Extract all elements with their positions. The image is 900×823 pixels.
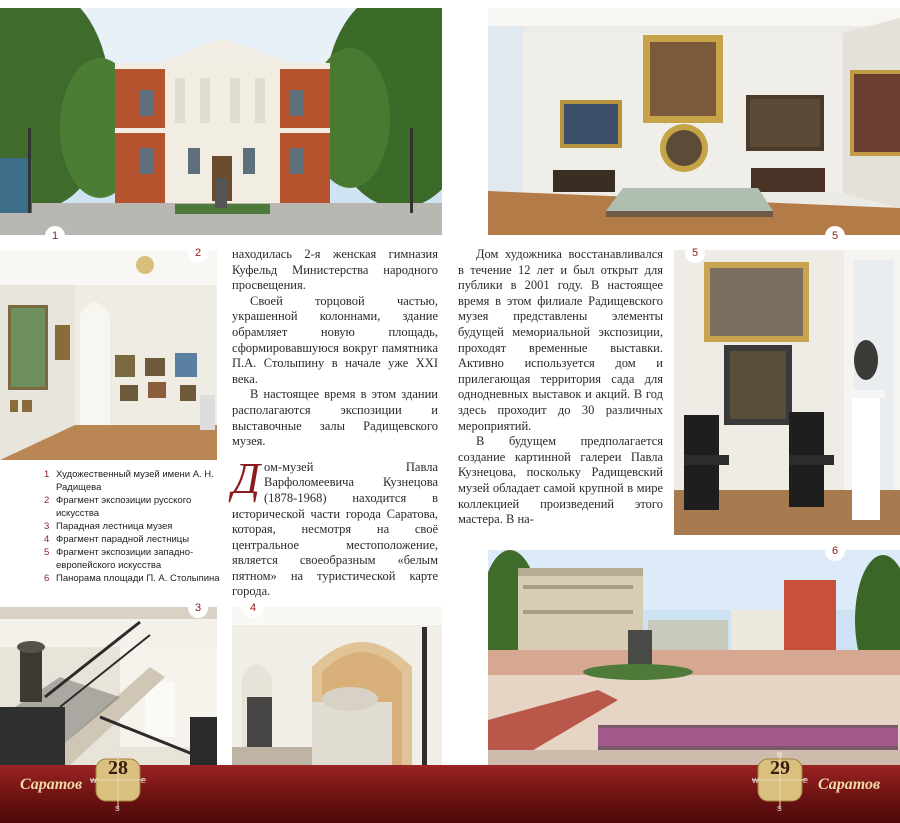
photo-badge-1: 1 <box>45 226 65 246</box>
compass-rose-left-icon <box>90 749 146 811</box>
photo-grand-staircase <box>0 607 217 765</box>
footer-left <box>0 752 450 823</box>
memorial-interior-image <box>674 250 900 535</box>
caption-text: Фрагмент экспозиции русского искусства <box>56 495 192 519</box>
caption-text: Художественный музей имени А. Н. Радищева <box>56 469 214 493</box>
left-paragraph-4 <box>232 453 438 600</box>
stolypin-square-image <box>488 550 900 765</box>
compass-south: S <box>115 806 120 811</box>
caption-item <box>44 494 224 520</box>
gallery-interior-image <box>0 250 217 460</box>
photo-stolypin-square <box>488 550 900 765</box>
caption-item <box>44 520 224 533</box>
caption-text: Парадная лестница музея <box>56 521 173 532</box>
footer-city-left: Саратов <box>20 776 83 793</box>
caption-item <box>44 533 224 546</box>
footer-city-right: Саратов <box>818 776 881 793</box>
drop-cap: Д <box>232 453 260 503</box>
grand-staircase-image <box>0 607 217 765</box>
photo-memorial-interior <box>674 250 900 535</box>
photo-badge-5-top: 5 <box>825 226 845 246</box>
caption-item <box>44 468 224 494</box>
caption-number: 4 <box>44 534 50 545</box>
photo-captions <box>44 468 224 585</box>
compass-rose-right-icon <box>752 749 808 811</box>
photo-badge-4: 4 <box>243 598 263 618</box>
caption-text: Фрагмент парадной лестницы <box>56 534 190 545</box>
photo-western-art-hall <box>488 8 900 235</box>
left-paragraph-3: В настоящее время в этом здании располагаются экспозиции и выставочные залы Радищевского музея. <box>232 387 438 449</box>
left-paragraph-2: Своей торцовой частью, украшенной колоннами, здание обрамляет новую площадь, сформировавшуюся вокруг памятника П.А. Столыпину в начале уже XXI века. <box>232 293 438 386</box>
page-left <box>0 0 449 823</box>
photo-museum-building <box>0 8 442 235</box>
right-paragraph-1: Дом художника восстанавливался в течение 12 лет и был открыт для публики в 2001 году. В настоящее время в этом филиале Радищевского музея представлены элементы будущей мемориальной экспозиции, проходят временные выставки. Активно используется дом и прилегающая территория сада для однодневных выставок и акций. В год здесь проходит до 30 различных мероприятий. <box>458 247 663 433</box>
photo-badge-3: 3 <box>188 598 208 618</box>
left-paragraph-4-text: ом-музей Павла Варфоломеевича Кузнецова (1878-1968) находится в исторической части города Саратова, которая, несмотря на своё центральное местоположение, является своеобразным «белым пятном» на туристической карте города. <box>232 459 438 599</box>
western-art-hall-image <box>488 8 900 235</box>
compass-west: W <box>90 778 97 785</box>
compass-west: W <box>752 778 759 785</box>
left-paragraph-1: находилась 2-я женская гимназия Куфельд Министерства народного просвещения. <box>232 247 438 293</box>
caption-item <box>44 572 224 585</box>
left-text-column <box>232 247 438 600</box>
photo-badge-6: 6 <box>825 541 845 561</box>
caption-item <box>44 546 224 572</box>
footer-right <box>450 752 900 823</box>
staircase-fragment-image <box>232 607 442 765</box>
caption-number: 1 <box>44 469 50 480</box>
caption-text: Фрагмент экспозиции западно-европейского искусства <box>56 547 194 571</box>
compass-north: N <box>115 752 121 759</box>
caption-text: Панорама площади П. А. Столыпина <box>56 573 220 584</box>
museum-building-image <box>0 8 442 235</box>
right-text-column <box>458 247 663 528</box>
right-paragraph-2: В будущем предполагается создание картинной галереи Павла Кузнецова, поскольку Радищевский музей обладает самой крупной в мире коллекцией произведений этого мастера. В на- <box>458 434 663 527</box>
photo-badge-2: 2 <box>188 243 208 263</box>
caption-number: 5 <box>44 547 50 558</box>
compass-north: N <box>777 752 783 759</box>
page-number-right: 29 <box>770 757 790 779</box>
photo-gallery-interior <box>0 250 217 460</box>
compass-east: E <box>803 778 808 785</box>
photo-badge-5: 5 <box>685 243 705 263</box>
caption-number: 2 <box>44 495 50 506</box>
photo-staircase-fragment <box>232 607 442 765</box>
caption-number: 3 <box>44 521 50 532</box>
page-number-left: 28 <box>108 757 128 779</box>
caption-number: 6 <box>44 573 50 584</box>
compass-south: S <box>777 806 782 811</box>
compass-east: E <box>141 778 146 785</box>
page-right <box>450 0 900 823</box>
